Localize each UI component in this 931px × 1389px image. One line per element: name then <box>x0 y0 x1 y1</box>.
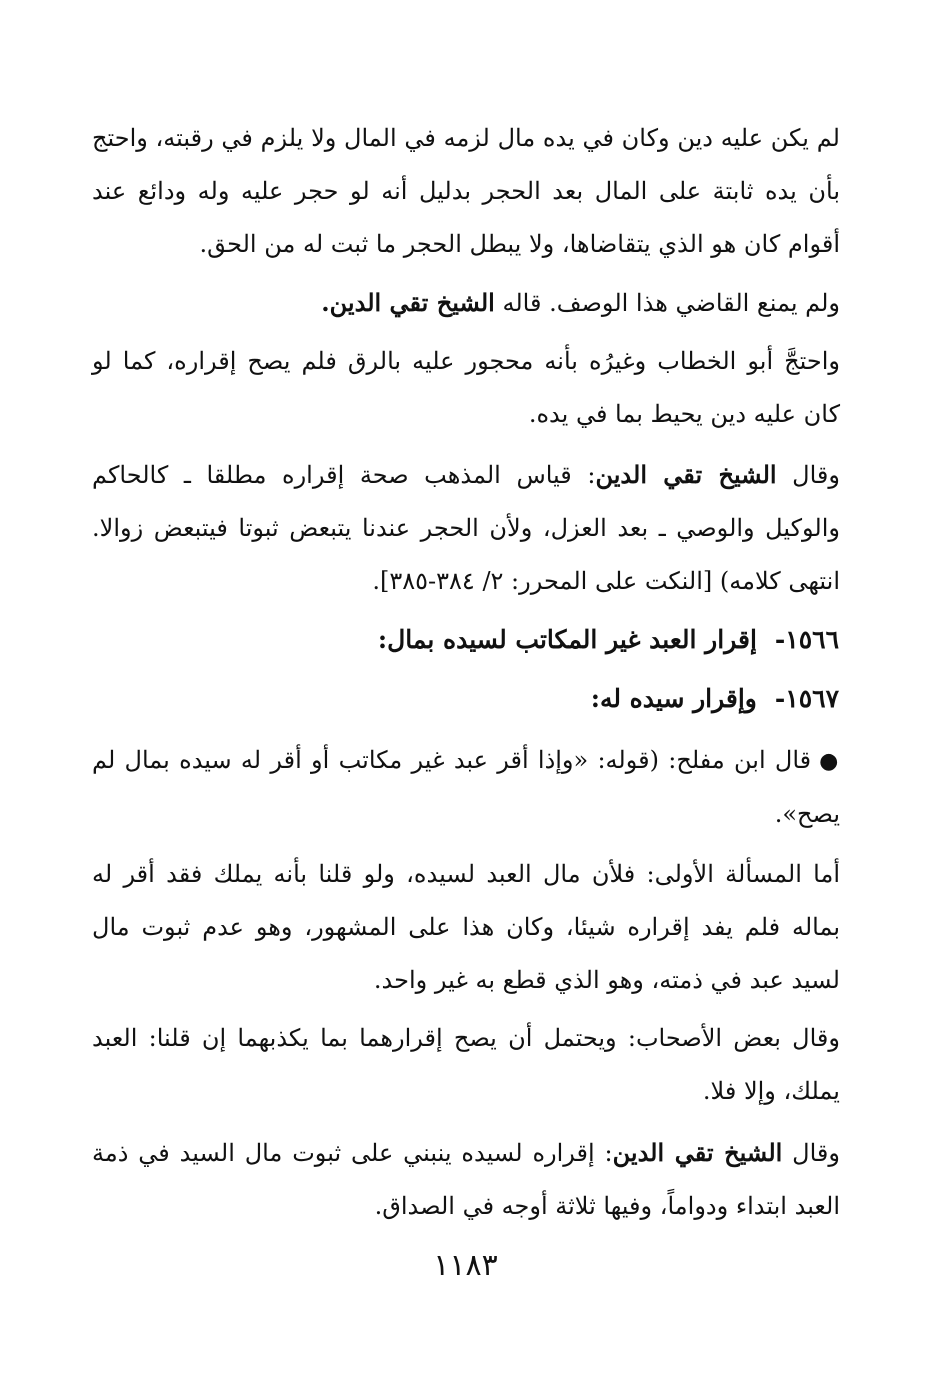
paragraph-text: وقال بعض الأصحاب: ويحتمل أن يصح إقرارهما بما يكذبهما إن قلنا: العبد يملك، وإلا فلا. <box>92 1024 840 1105</box>
section-number: ١٥٦٧- <box>774 684 839 713</box>
paragraph-text: واحتجَّ أبو الخطاب وغيرُه بأنه محجور عليه بالرق فلم يصح إقراره، كما لو كان عليه دين يحيط بما في يده. <box>92 347 840 428</box>
scholar-name: الشيخ تقي الدين <box>595 460 777 489</box>
bullet-icon: ● <box>819 749 840 774</box>
paragraph-taqi-al-din-quote <box>92 448 840 608</box>
section-number: ١٥٦٦- <box>774 625 839 654</box>
scholar-name: الشيخ تقي الدين <box>612 1138 783 1167</box>
paragraph-some-companions <box>92 1012 840 1118</box>
paragraph-continuation <box>92 112 840 271</box>
paragraph-text: ولم يمنع القاضي هذا الوصف. قاله <box>494 289 840 317</box>
section-heading-1567 <box>591 672 839 725</box>
paragraph-qadi <box>92 276 840 330</box>
paragraph-taqi-al-din-second <box>92 1126 840 1233</box>
paragraph-text: أما المسألة الأولى: فلأن مال العبد لسيده، ولو قلنا بأنه يملك فقد أقر له بماله فلم يفد إقراره شيئا، وكان هذا على المشهور، وهو عدم ثبوت مال لسيد عبد في ذمته، وهو الذي قطع به غير واحد. <box>92 860 840 994</box>
section-title: وإقرار سيده له: <box>590 684 757 713</box>
paragraph-text: وقال <box>776 461 840 489</box>
paragraph-text: قال ابن مفلح: (قوله: «وإذا أقر عبد غير مكاتب أو أقر له سيده بمال لم يصح». <box>92 746 840 828</box>
paragraph-text: وقال <box>782 1139 840 1167</box>
page-number: ١١٨٣ <box>433 1248 498 1283</box>
paragraph-first-issue <box>92 848 840 1007</box>
section-title: إقرار العبد غير المكاتب لسيده بمال: <box>377 625 757 654</box>
paragraph-text: : إقراره لسيده ينبني على ثبوت مال السيد في ذمة العبد ابتداء ودواماً، وفيها ثلاثة أوجه في الصداق. <box>92 1139 840 1220</box>
paragraph-text: : قياس المذهب صحة إقراره مطلقا ـ كالحاكم والوكيل والوصي ـ بعد العزل، ولأن الحجر عندنا يتبعض ثبوتا فيتبعض زوالا. انتهى كلامه) [النكت على المحرر: ٢/ ٣٨٤-٣٨٥]. <box>92 461 840 595</box>
paragraph-abu-al-khattab <box>92 335 840 441</box>
paragraph-ibn-muflih <box>92 734 840 841</box>
paragraph-text: لم يكن عليه دين وكان في يده مال لزمه في المال ولا يلزم في رقبته، واحتج بأن يده ثابتة على المال بعد الحجر بدليل أنه لو حجر عليه وله ودائع عند أقوام كان هو الذي يتقاضاها، ولا يبطل الحجر ما ثبت له من الحق. <box>92 124 840 258</box>
section-heading-1566 <box>378 613 839 666</box>
scholar-name: الشيخ تقي الدين. <box>321 288 495 317</box>
